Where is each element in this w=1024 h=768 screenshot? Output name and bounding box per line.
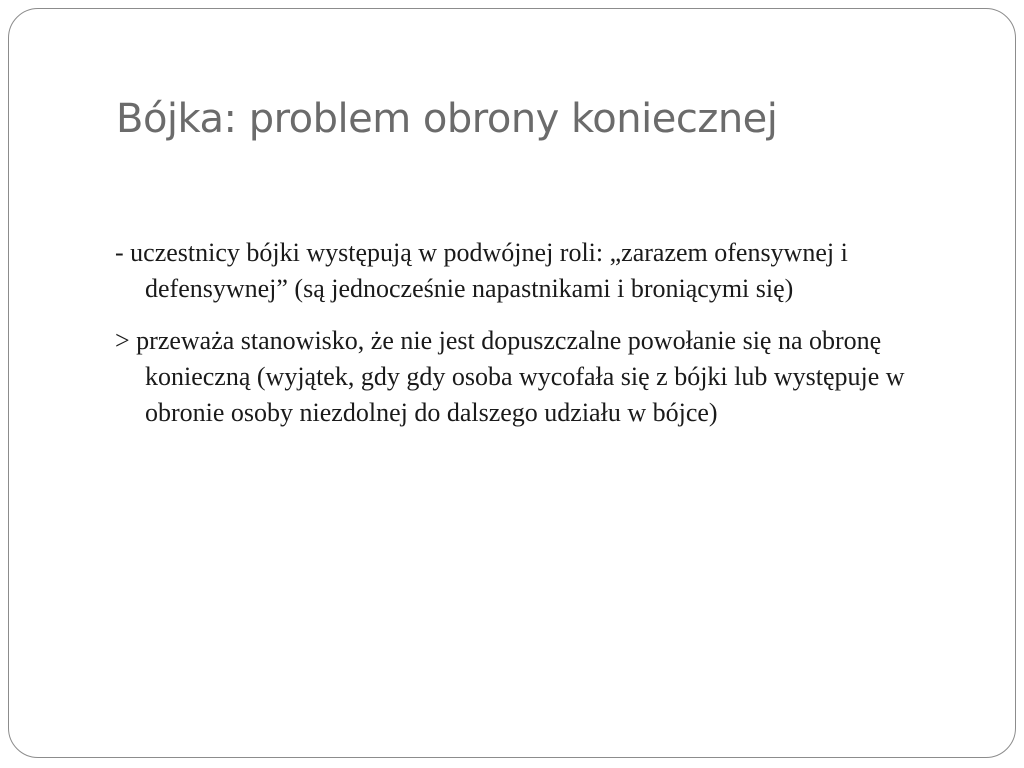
bullet-paragraph-1: - uczestnicy bójki występują w podwójnej roli: „zarazem ofensywnej i defensywnej” (są jednocześnie napastnikami i broniącymi się) (115, 238, 848, 303)
bullet-paragraph-2: > przeważa stanowisko, że nie jest dopuszczalne powołanie się na obronę konieczną (wyjątek, gdy gdy osoba wycofała się z bójki lub występuje w obronie osoby niezdolnej do dalszego udziału w bójce) (115, 326, 905, 427)
slide-frame (8, 8, 1016, 758)
slide-title: Bójka: problem obrony koniecznej (116, 96, 778, 142)
slide-body (115, 235, 975, 431)
